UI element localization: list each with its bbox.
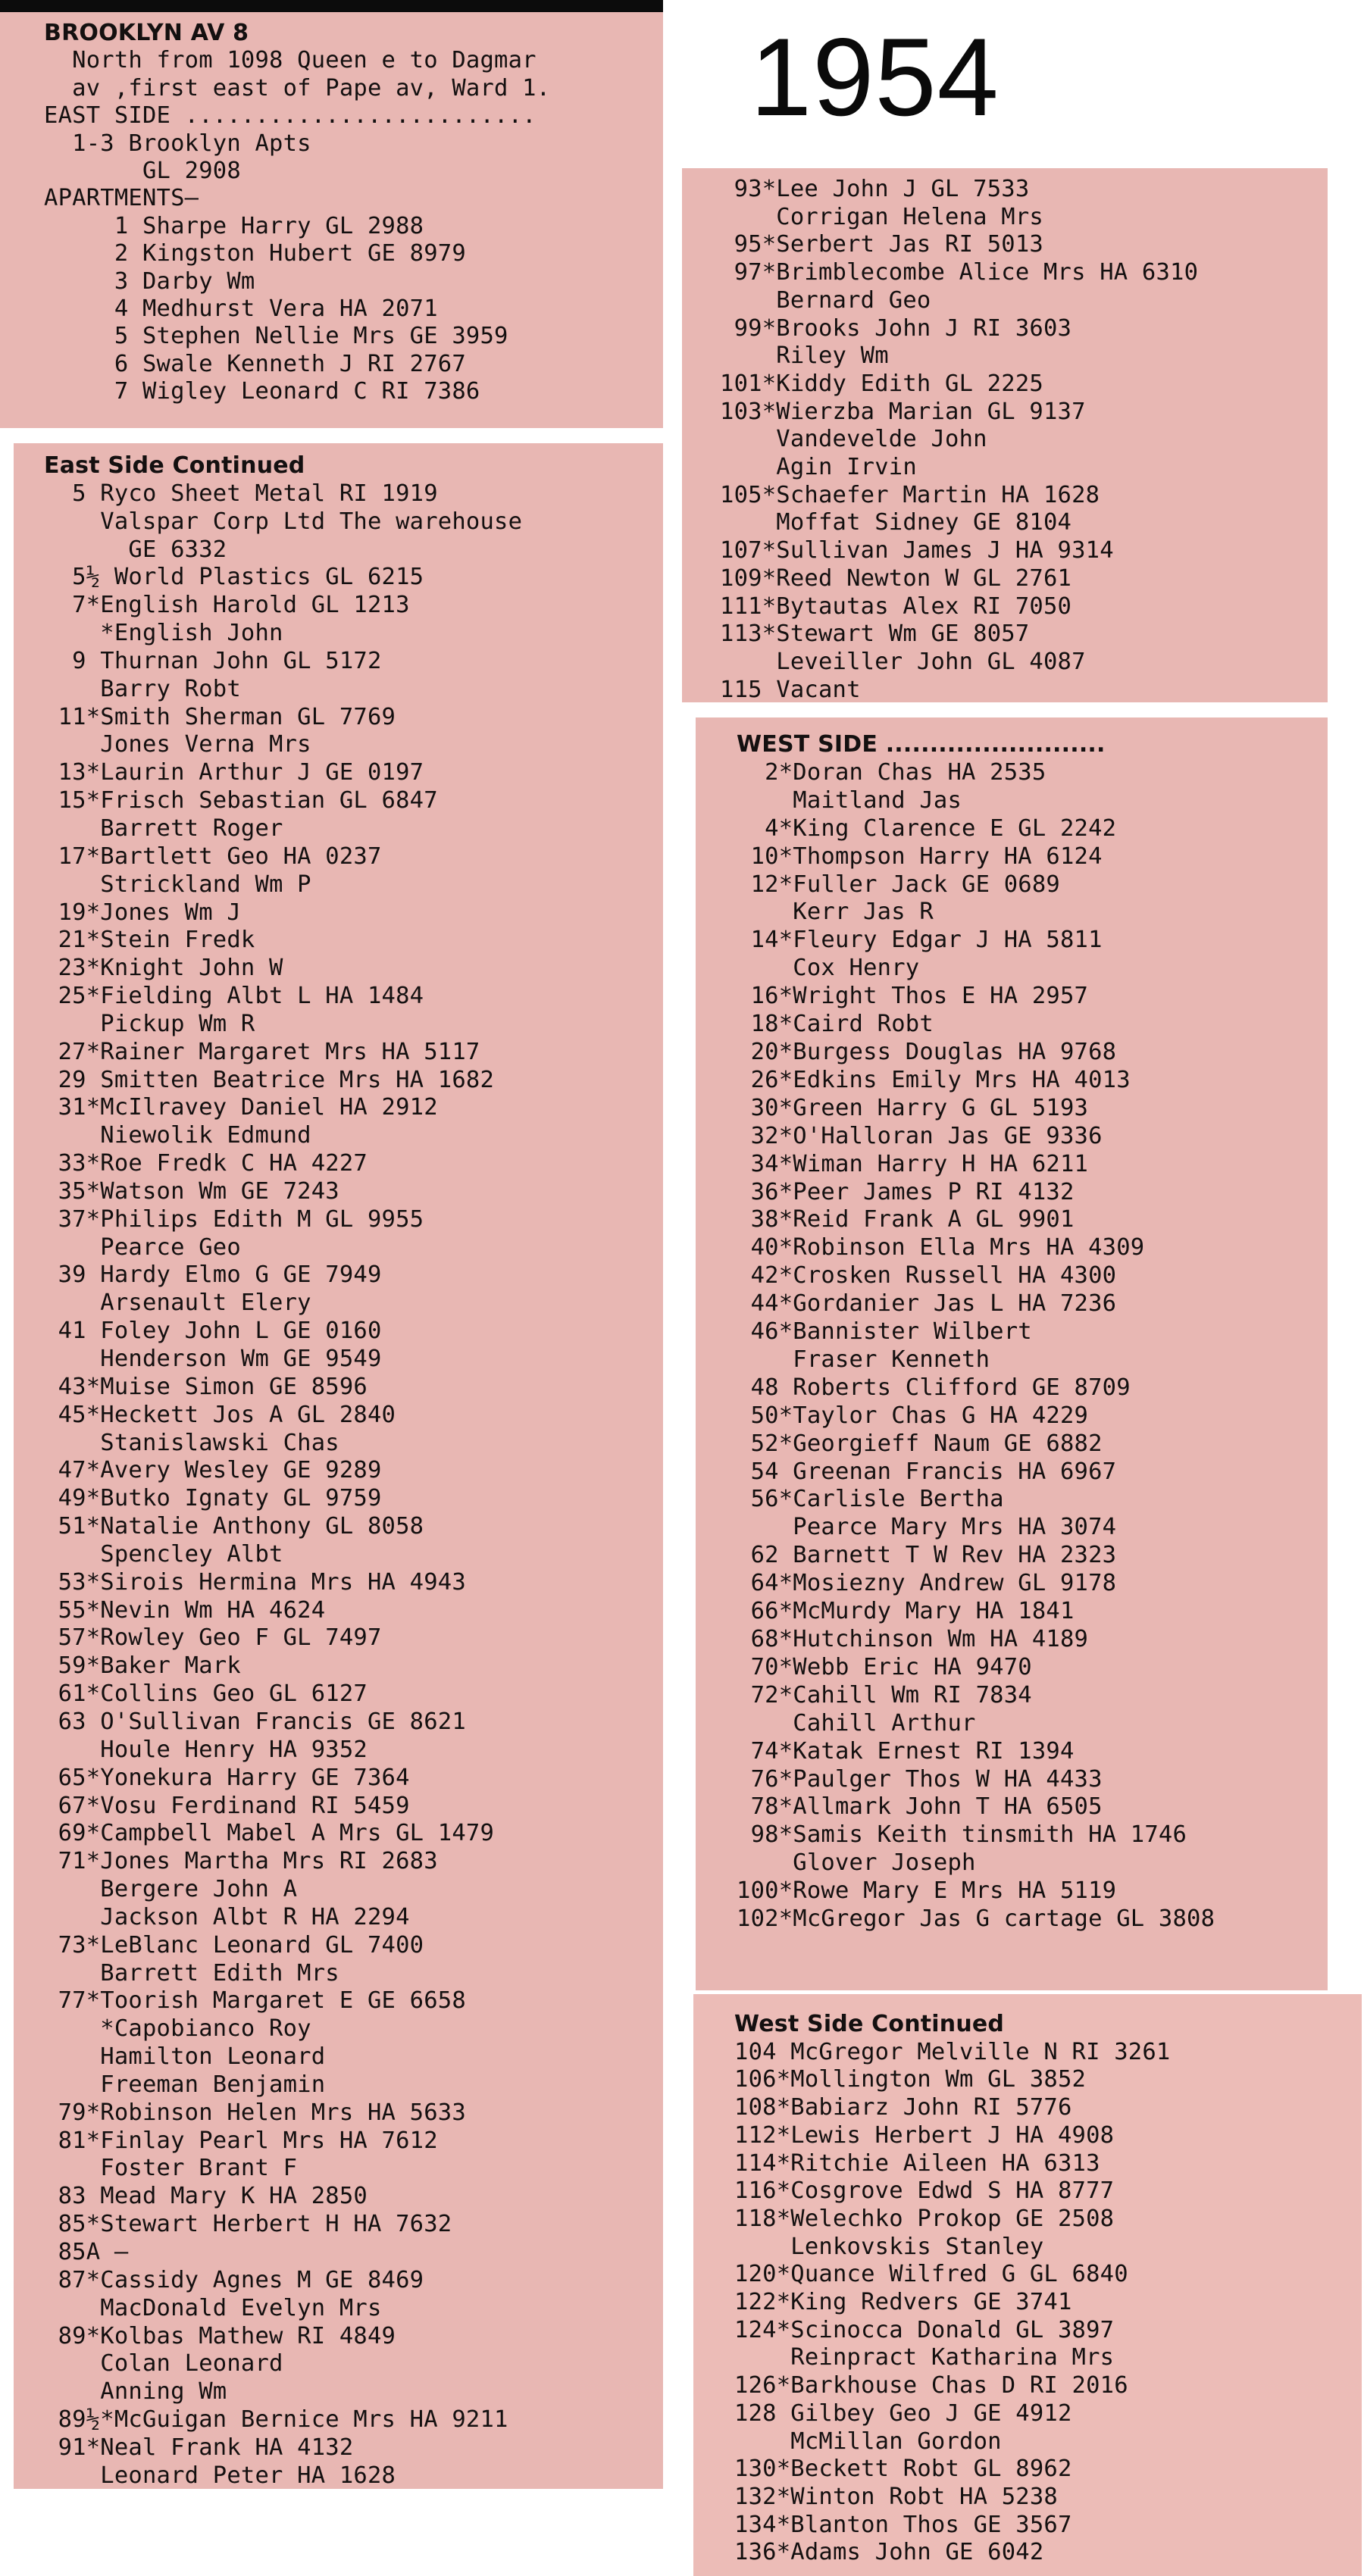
directory-line: Riley Wm bbox=[720, 342, 889, 370]
directory-line: 77*Toorish Margaret E GE 6658 bbox=[44, 1987, 466, 2015]
directory-line: 1-3 Brooklyn Apts bbox=[44, 130, 311, 157]
directory-line: 14*Fleury Edgar J HA 5811 bbox=[737, 927, 1103, 954]
directory-line: Stanislawski Chas bbox=[44, 1429, 339, 1456]
directory-line: 43*Muise Simon GE 8596 bbox=[44, 1373, 368, 1400]
directory-line: 79*Robinson Helen Mrs HA 5633 bbox=[44, 2099, 466, 2126]
directory-line: 2*Doran Chas HA 2535 bbox=[737, 758, 1046, 786]
directory-line: 6 Swale Kenneth J RI 2767 bbox=[44, 350, 466, 377]
directory-line: 55*Nevin Wm HA 4624 bbox=[44, 1596, 326, 1624]
directory-line: 67*Vosu Ferdinand RI 5459 bbox=[44, 1792, 410, 1819]
directory-line: 73*LeBlanc Leonard GL 7400 bbox=[44, 1931, 424, 1959]
directory-line: 38*Reid Frank A GL 9901 bbox=[737, 1206, 1075, 1233]
directory-line: 114*Ritchie Aileen HA 6313 bbox=[734, 2149, 1100, 2177]
directory-line: Reinpract Katharina Mrs bbox=[734, 2344, 1115, 2371]
clipping-west-side-continued bbox=[693, 1994, 1362, 2576]
directory-line: av ,first east of Pape av, Ward 1. bbox=[44, 74, 551, 102]
directory-line: 10*Thompson Harry HA 6124 bbox=[737, 843, 1103, 870]
directory-line: 69*Campbell Mabel A Mrs GL 1479 bbox=[44, 1820, 495, 1847]
clipping-west-side bbox=[696, 717, 1328, 1990]
directory-line: Glover Joseph bbox=[737, 1849, 976, 1877]
directory-line: 45*Heckett Jos A GL 2840 bbox=[44, 1401, 396, 1428]
directory-line: 19*Jones Wm J bbox=[44, 899, 241, 926]
directory-line: 103*Wierzba Marian GL 9137 bbox=[720, 398, 1086, 425]
directory-line: 47*Avery Wesley GE 9289 bbox=[44, 1457, 382, 1484]
directory-line: 120*Quance Wilfred G GL 6840 bbox=[734, 2261, 1128, 2288]
directory-line: 54 Greenan Francis HA 6967 bbox=[737, 1458, 1117, 1485]
directory-line: 23*Knight John W bbox=[44, 955, 283, 982]
directory-line: 18*Caird Robt bbox=[737, 1011, 934, 1038]
directory-line: Corrigan Helena Mrs bbox=[720, 203, 1043, 230]
section-heading: West Side Continued bbox=[734, 2011, 1005, 2037]
directory-line: 136*Adams John GE 6042 bbox=[734, 2539, 1044, 2566]
directory-line: North from 1098 Queen e to Dagmar bbox=[44, 47, 537, 74]
directory-line: Jones Verna Mrs bbox=[44, 731, 311, 758]
directory-line: 87*Cassidy Agnes M GE 8469 bbox=[44, 2266, 424, 2293]
directory-line: Arsenault Elery bbox=[44, 1290, 311, 1317]
directory-line: 7*English Harold GL 1213 bbox=[44, 592, 410, 619]
directory-line: Agin Irvin bbox=[720, 454, 917, 481]
directory-line: 132*Winton Robt HA 5238 bbox=[734, 2483, 1058, 2510]
directory-line: Houle Henry HA 9352 bbox=[44, 1736, 368, 1763]
directory-line: MacDonald Evelyn Mrs bbox=[44, 2294, 382, 2321]
directory-line: 63 O'Sullivan Francis GE 8621 bbox=[44, 1708, 466, 1735]
directory-line: 72*Cahill Wm RI 7834 bbox=[737, 1681, 1032, 1708]
directory-line: 65*Yonekura Harry GE 7364 bbox=[44, 1764, 410, 1791]
directory-line: Kerr Jas R bbox=[737, 899, 934, 926]
listing-lines bbox=[720, 176, 1328, 702]
directory-line: 53*Sirois Hermina Mrs HA 4943 bbox=[44, 1568, 466, 1596]
directory-line: 56*Carlisle Bertha bbox=[737, 1486, 1004, 1513]
directory-line: 44*Gordanier Jas L HA 7236 bbox=[737, 1290, 1117, 1318]
directory-line: 15*Frisch Sebastian GL 6847 bbox=[44, 787, 438, 814]
directory-line: 118*Welechko Prokop GE 2508 bbox=[734, 2205, 1115, 2232]
directory-line: 104 McGregor Melville N RI 3261 bbox=[734, 2038, 1171, 2065]
directory-line: 61*Collins Geo GL 6127 bbox=[44, 1680, 368, 1708]
directory-line: 12*Fuller Jack GE 0689 bbox=[737, 871, 1060, 898]
directory-line: 31*McIlravey Daniel HA 2912 bbox=[44, 1094, 438, 1121]
directory-line: 3 Darby Wm bbox=[44, 267, 255, 295]
directory-line: 102*McGregor Jas G cartage GL 3808 bbox=[737, 1905, 1215, 1933]
directory-line: Niewolik Edmund bbox=[44, 1122, 311, 1149]
directory-line: Jackson Albt R HA 2294 bbox=[44, 1903, 410, 1930]
directory-line: Pearce Geo bbox=[44, 1233, 241, 1261]
directory-line: APARTMENTS— bbox=[44, 185, 199, 212]
directory-line: 126*Barkhouse Chas D RI 2016 bbox=[734, 2372, 1128, 2399]
directory-line: 62 Barnett T W Rev HA 2323 bbox=[737, 1542, 1117, 1569]
directory-line: 16*Wright Thos E HA 2957 bbox=[737, 983, 1089, 1010]
directory-line: Barry Robt bbox=[44, 675, 241, 702]
directory-line: 59*Baker Mark bbox=[44, 1652, 241, 1680]
directory-line: 39 Hardy Elmo G GE 7949 bbox=[44, 1261, 382, 1289]
directory-line: 4*King Clarence E GL 2242 bbox=[737, 814, 1117, 842]
directory-line: 93*Lee John J GL 7533 bbox=[720, 176, 1030, 202]
directory-line: 81*Finlay Pearl Mrs HA 7612 bbox=[44, 2127, 438, 2154]
directory-line: 20*Burgess Douglas HA 9768 bbox=[737, 1038, 1117, 1065]
section-heading: WEST SIDE ......................... bbox=[737, 731, 1106, 758]
directory-line: 5 Ryco Sheet Metal RI 1919 bbox=[44, 480, 438, 507]
directory-line: Pearce Mary Mrs HA 3074 bbox=[737, 1514, 1117, 1541]
directory-line: 64*Mosiezny Andrew GL 9178 bbox=[737, 1570, 1117, 1597]
directory-line: 5 Stephen Nellie Mrs GE 3959 bbox=[44, 323, 508, 350]
directory-line: 89½*McGuigan Bernice Mrs HA 9211 bbox=[44, 2406, 508, 2434]
directory-line: 26*Edkins Emily Mrs HA 4013 bbox=[737, 1066, 1131, 1093]
directory-line: 46*Bannister Wilbert bbox=[737, 1318, 1032, 1346]
directory-line: Spencley Albt bbox=[44, 1540, 283, 1568]
directory-line: 66*McMurdy Mary HA 1841 bbox=[737, 1598, 1075, 1625]
directory-line: 48 Roberts Clifford GE 8709 bbox=[737, 1374, 1131, 1401]
directory-line: 11*Smith Sherman GL 7769 bbox=[44, 703, 396, 730]
directory-line: Colan Leonard bbox=[44, 2350, 283, 2377]
directory-line: 27*Rainer Margaret Mrs HA 5117 bbox=[44, 1038, 480, 1065]
directory-line: Pickup Wm R bbox=[44, 1010, 255, 1037]
directory-line: Leonard Peter HA 1628 bbox=[44, 2462, 396, 2489]
directory-line: 107*Sullivan James J HA 9314 bbox=[720, 537, 1114, 564]
directory-line: 35*Watson Wm GE 7243 bbox=[44, 1177, 339, 1205]
directory-line: 9 Thurnan John GL 5172 bbox=[44, 647, 382, 674]
directory-line: 85A — bbox=[44, 2239, 129, 2265]
directory-line: 36*Peer James P RI 4132 bbox=[737, 1178, 1075, 1205]
directory-line: Vandevelde John bbox=[720, 426, 987, 453]
directory-line: 68*Hutchinson Wm HA 4189 bbox=[737, 1626, 1089, 1652]
directory-line: 130*Beckett Robt GL 8962 bbox=[734, 2456, 1072, 2483]
directory-line: Leveiller John GL 4087 bbox=[720, 648, 1086, 675]
directory-line: 51*Natalie Anthony GL 8058 bbox=[44, 1513, 424, 1540]
directory-line: Henderson Wm GE 9549 bbox=[44, 1346, 382, 1372]
directory-line: Bergere John A bbox=[44, 1876, 298, 1903]
directory-line: Fraser Kenneth bbox=[737, 1346, 990, 1373]
directory-line: Lenkovskis Stanley bbox=[734, 2233, 1044, 2260]
directory-line: 76*Paulger Thos W HA 4433 bbox=[737, 1765, 1103, 1793]
directory-line: GE 6332 bbox=[44, 536, 227, 563]
directory-line: 5½ World Plastics GL 6215 bbox=[44, 564, 424, 591]
street-title: BROOKLYN AV 8 bbox=[44, 20, 249, 46]
directory-line: *English John bbox=[44, 620, 283, 647]
directory-line: Cahill Arthur bbox=[737, 1709, 976, 1737]
directory-line: 112*Lewis Herbert J HA 4908 bbox=[734, 2121, 1115, 2149]
directory-line: Bernard Geo bbox=[720, 286, 931, 314]
directory-line: Freeman Benjamin bbox=[44, 2071, 326, 2098]
directory-line: 78*Allmark John T HA 6505 bbox=[737, 1793, 1103, 1821]
directory-line: 7 Wigley Leonard C RI 7386 bbox=[44, 378, 480, 405]
directory-line: 99*Brooks John J RI 3603 bbox=[720, 314, 1072, 342]
directory-line: Strickland Wm P bbox=[44, 871, 311, 898]
directory-line: 95*Serbert Jas RI 5013 bbox=[720, 231, 1043, 258]
clipping-east-side-continued bbox=[14, 443, 663, 2489]
directory-line: 71*Jones Martha Mrs RI 2683 bbox=[44, 1848, 438, 1875]
directory-line: 30*Green Harry G GL 5193 bbox=[737, 1094, 1089, 1121]
directory-line: 29 Smitten Beatrice Mrs HA 1682 bbox=[44, 1066, 495, 1093]
directory-line: 113*Stewart Wm GE 8057 bbox=[720, 621, 1030, 648]
clipping-brooklyn-av-header bbox=[0, 0, 663, 428]
directory-line: 25*Fielding Albt L HA 1484 bbox=[44, 983, 424, 1010]
directory-line: 109*Reed Newton W GL 2761 bbox=[720, 564, 1072, 592]
directory-line: 106*Mollington Wm GL 3852 bbox=[734, 2066, 1087, 2093]
directory-line: 122*King Redvers GE 3741 bbox=[734, 2289, 1072, 2316]
directory-line: GL 2908 bbox=[44, 158, 241, 185]
section-heading: East Side Continued bbox=[44, 452, 305, 479]
directory-line: Moffat Sidney GE 8104 bbox=[720, 509, 1072, 536]
directory-line: 83 Mead Mary K HA 2850 bbox=[44, 2183, 368, 2210]
directory-line: 41 Foley John L GE 0160 bbox=[44, 1318, 382, 1345]
directory-line: 74*Katak Ernest RI 1394 bbox=[737, 1737, 1075, 1765]
directory-line: 13*Laurin Arthur J GE 0197 bbox=[44, 759, 424, 786]
directory-line: 98*Samis Keith tinsmith HA 1746 bbox=[737, 1821, 1187, 1849]
directory-line: Foster Brant F bbox=[44, 2155, 298, 2182]
directory-line: 105*Schaefer Martin HA 1628 bbox=[720, 481, 1100, 508]
directory-line: 101*Kiddy Edith GL 2225 bbox=[720, 370, 1043, 397]
directory-line: 89*Kolbas Mathew RI 4849 bbox=[44, 2322, 396, 2349]
directory-line: 115 Vacant bbox=[720, 676, 861, 702]
listing-lines bbox=[44, 480, 663, 2489]
directory-line: 124*Scinocca Donald GL 3897 bbox=[734, 2316, 1115, 2343]
directory-line: 108*Babiarz John RI 5776 bbox=[734, 2094, 1072, 2121]
directory-line: Valspar Corp Ltd The warehouse bbox=[44, 508, 523, 535]
directory-line: 49*Butko Ignaty GL 9759 bbox=[44, 1485, 382, 1512]
directory-line: EAST SIDE ......................... bbox=[44, 102, 537, 130]
directory-line: 1 Sharpe Harry GL 2988 bbox=[44, 212, 424, 239]
directory-line: 33*Roe Fredk C HA 4227 bbox=[44, 1150, 368, 1177]
listing-lines bbox=[737, 759, 1328, 1934]
directory-line: 111*Bytautas Alex RI 7050 bbox=[720, 592, 1072, 620]
listing-lines bbox=[734, 2039, 1362, 2567]
year-label: 1954 bbox=[750, 15, 1000, 139]
directory-line: Cox Henry bbox=[737, 955, 920, 982]
directory-line: Barrett Edith Mrs bbox=[44, 1959, 339, 1987]
directory-line: 116*Cosgrove Edwd S HA 8777 bbox=[734, 2177, 1115, 2205]
directory-line: 2 Kingston Hubert GE 8979 bbox=[44, 240, 466, 267]
directory-line: 4 Medhurst Vera HA 2071 bbox=[44, 295, 438, 323]
directory-line: 21*Stein Fredk bbox=[44, 927, 255, 954]
directory-line: Anning Wm bbox=[44, 2378, 227, 2406]
directory-line: 57*Rowley Geo F GL 7497 bbox=[44, 1624, 382, 1652]
directory-line: 91*Neal Frank HA 4132 bbox=[44, 2434, 354, 2461]
directory-line: 85*Stewart Herbert H HA 7632 bbox=[44, 2211, 452, 2238]
directory-line: 42*Crosken Russell HA 4300 bbox=[737, 1262, 1117, 1290]
directory-line: 70*Webb Eric HA 9470 bbox=[737, 1653, 1032, 1680]
directory-line: 134*Blanton Thos GE 3567 bbox=[734, 2511, 1072, 2538]
directory-line: 34*Wiman Harry H HA 6211 bbox=[737, 1150, 1089, 1177]
directory-line: 32*O'Halloran Jas GE 9336 bbox=[737, 1122, 1103, 1149]
directory-line: 97*Brimblecombe Alice Mrs HA 6310 bbox=[720, 259, 1199, 286]
directory-line: 100*Rowe Mary E Mrs HA 5119 bbox=[737, 1877, 1117, 1905]
clipping-east-side-93-115 bbox=[682, 168, 1328, 702]
directory-line: 128 Gilbey Geo J GE 4912 bbox=[734, 2399, 1072, 2427]
directory-line: Maitland Jas bbox=[737, 786, 962, 814]
directory-line: Hamilton Leonard bbox=[44, 2043, 326, 2071]
directory-line: 17*Bartlett Geo HA 0237 bbox=[44, 843, 382, 870]
directory-line: 50*Taylor Chas G HA 4229 bbox=[737, 1402, 1089, 1429]
directory-line: 40*Robinson Ella Mrs HA 4309 bbox=[737, 1234, 1145, 1261]
directory-line: *Capobianco Roy bbox=[44, 2015, 311, 2043]
directory-line: Barrett Roger bbox=[44, 814, 283, 842]
listing-lines bbox=[44, 47, 663, 405]
directory-line: 52*Georgieff Naum GE 6882 bbox=[737, 1430, 1103, 1457]
directory-line: McMillan Gordon bbox=[734, 2428, 1002, 2455]
directory-line: 37*Philips Edith M GL 9955 bbox=[44, 1205, 424, 1233]
